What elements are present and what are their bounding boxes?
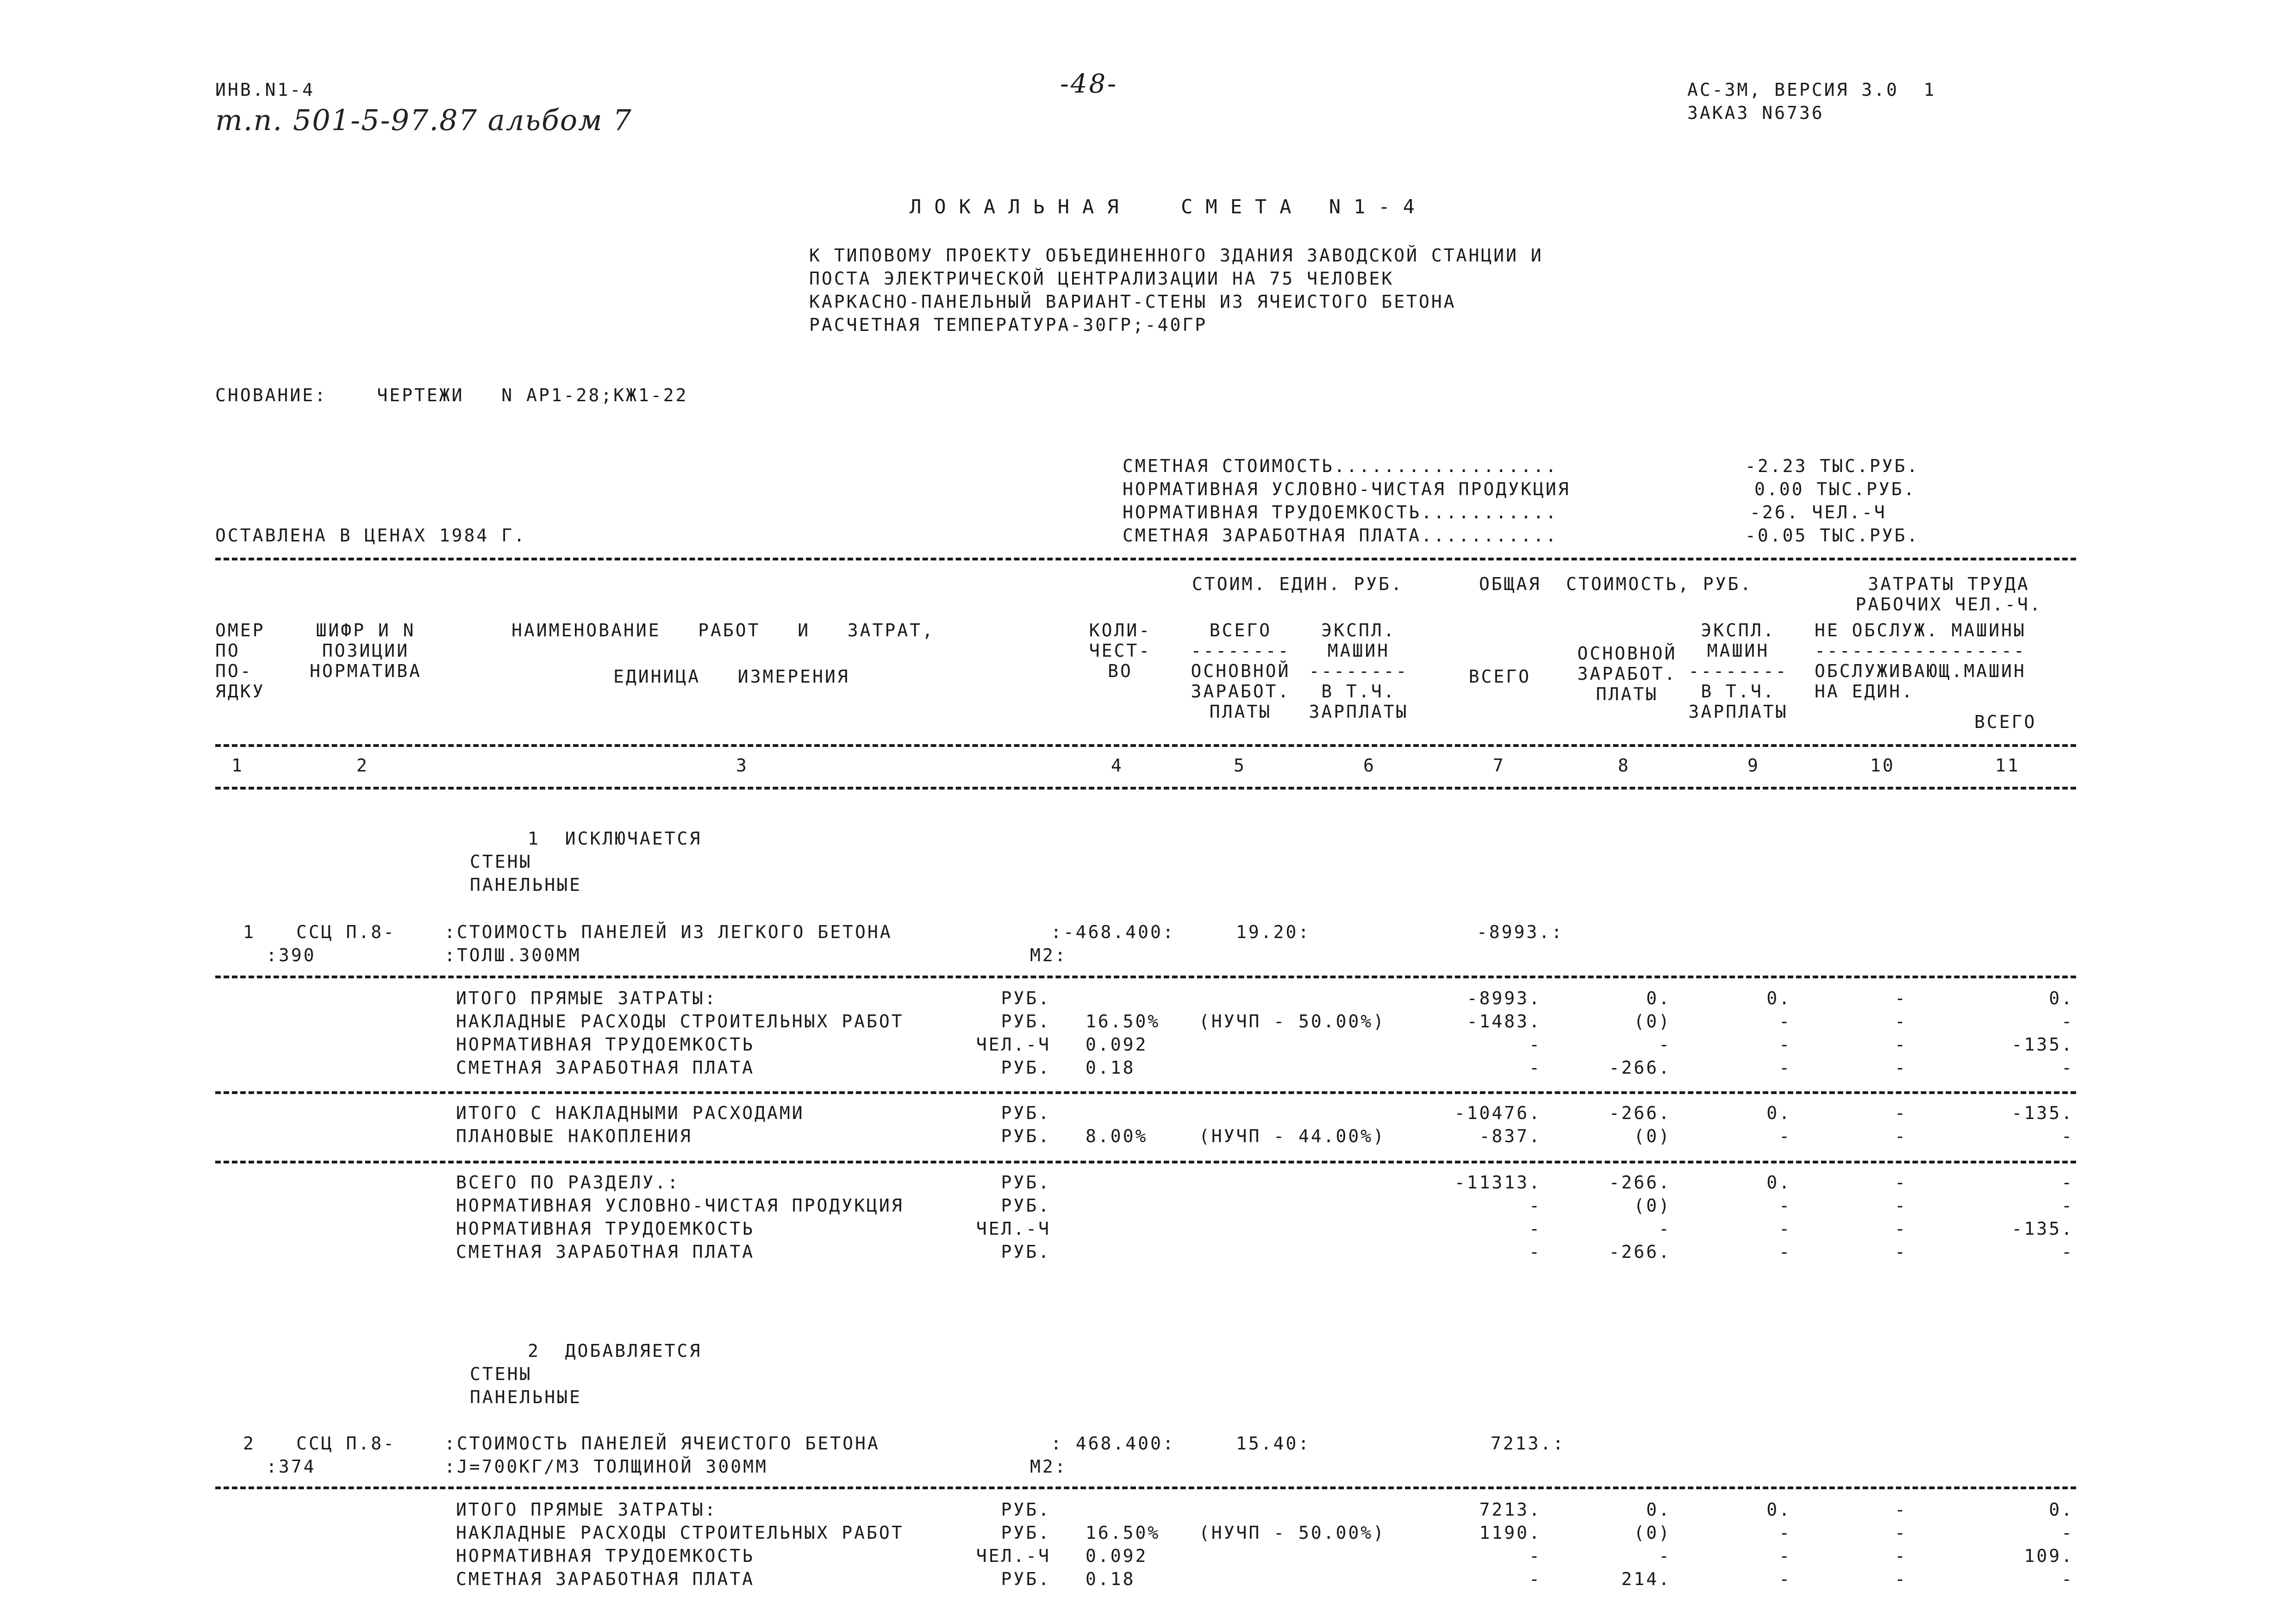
s2-direct-row-4-c9: -	[1779, 1569, 1791, 1589]
s1-overhead-row-1-c7: -10476.	[1454, 1103, 1541, 1123]
s1-section-row-1-c8: -266.	[1609, 1172, 1671, 1193]
item-2-unit-price: 15.40:	[1236, 1433, 1311, 1454]
s1-overhead-row-2-unit: РУБ.	[1001, 1126, 1051, 1146]
s1-section-row-1-c7: -11313.	[1454, 1172, 1541, 1193]
s1-overhead-row-2-c11: -	[2061, 1126, 2074, 1146]
s1-overhead-row-1-label: ИТОГО С НАКЛАДНЫМИ РАСХОДАМИ	[456, 1103, 805, 1123]
s1-direct-row-1-unit: РУБ.	[1001, 988, 1051, 1008]
s2-direct-row-3-unit: ЧЕЛ.-Ч	[976, 1546, 1051, 1566]
s1-direct-row-2-c8: (0)	[1634, 1011, 1671, 1032]
s2-direct-row-4-c7: -	[1529, 1569, 1541, 1589]
item-2-total: 7213.:	[1491, 1433, 1566, 1454]
s1-section-row-4-c7: -	[1529, 1242, 1541, 1262]
s2-direct-row-3-c8: -	[1659, 1546, 1671, 1566]
s1-section-row-1-c9: 0.	[1766, 1172, 1791, 1193]
s2-direct-row-3-rate: 0.092	[1086, 1546, 1148, 1566]
item-2-code: ССЦ П.8-	[296, 1433, 396, 1454]
s1-overhead-row-2-label: ПЛАНОВЫЕ НАКОПЛЕНИЯ	[456, 1126, 693, 1146]
s2-direct-row-1-c8: 0.	[1646, 1499, 1671, 1520]
s1-overhead-row-1-c11: -135.	[2011, 1103, 2074, 1123]
section-1-subgroup: ПАНЕЛЬНЫЕ	[470, 875, 582, 895]
col-code-header: ШИФР И N ПОЗИЦИИ НОРМАТИВА	[310, 620, 422, 681]
summary-label-1: СМЕТНАЯ СТОИМОСТЬ..................	[1123, 456, 1558, 476]
s2-direct-row-3-c9: -	[1779, 1546, 1791, 1566]
s1-section-row-1-c11: -	[2061, 1172, 2074, 1193]
s2-direct-row-4-rate: 0.18	[1086, 1569, 1136, 1589]
s2-direct-row-4-label: СМЕТНАЯ ЗАРАБОТНАЯ ПЛАТА	[456, 1569, 755, 1589]
s2-direct-row-1-unit: РУБ.	[1001, 1499, 1051, 1520]
item-1-name: :СТОИМОСТЬ ПАНЕЛЕЙ ИЗ ЛЕГКОГО БЕТОНА	[444, 922, 892, 942]
summary-value-3: -26. ЧЕЛ.-Ч	[1750, 502, 1887, 522]
s1-direct-row-1-c11: 0.	[2049, 988, 2074, 1008]
item-1-code: ССЦ П.8-	[296, 922, 396, 942]
s1-section-row-2-unit: РУБ.	[1001, 1195, 1051, 1216]
order-number: ЗАКАЗ N6736	[1687, 103, 1824, 123]
s1-direct-row-2-rate: 16.50%	[1086, 1011, 1160, 1032]
s1-direct-row-1-label: ИТОГО ПРЯМЫЕ ЗАТРАТЫ:	[456, 988, 718, 1008]
item-1-total: -8993.:	[1477, 922, 1564, 942]
s1-section-row-3-c10: -	[1895, 1219, 1907, 1239]
total-cost-header: ОБЩАЯ СТОИМОСТЬ, РУБ.	[1479, 574, 1753, 594]
s1-overhead-row-1-c9: 0.	[1766, 1103, 1791, 1123]
s2-direct-row-3-c10: -	[1895, 1546, 1907, 1566]
s2-direct-row-2-unit: РУБ.	[1001, 1523, 1051, 1543]
col-num-2: 2	[356, 755, 369, 776]
section-1-heading: 1 ИСКЛЮЧАЕТСЯ	[528, 828, 702, 849]
item-1-name-cont: :ТОЛШ.300ММ	[444, 945, 581, 965]
s1-direct-row-2-c7: -1483.	[1466, 1011, 1541, 1032]
s1-section-row-4-c10: -	[1895, 1242, 1907, 1262]
s2-direct-row-2-c11: -	[2061, 1523, 2074, 1543]
s1-direct-row-2-c10: -	[1895, 1011, 1907, 1032]
s1-section-row-2-c11: -	[2061, 1195, 2074, 1216]
page-number: -48-	[1060, 69, 1118, 99]
document-title: ЛОКАЛЬНАЯ СМЕТА N1-4	[910, 195, 1428, 218]
unit-cost-header: СТОИМ. ЕДИН. РУБ.	[1192, 574, 1404, 594]
col-num-5: 5	[1234, 755, 1246, 776]
s1-overhead-row-2-c10: -	[1895, 1126, 1907, 1146]
s2-direct-row-2-c10: -	[1895, 1523, 1907, 1543]
col-machine-header: ЭКСПЛ. МАШИН -------- В Т.Ч. ЗАРПЛАТЫ	[1688, 620, 1788, 722]
s2-direct-row-1-label: ИТОГО ПРЯМЫЕ ЗАТРАТЫ:	[456, 1499, 718, 1520]
item-1-unit-price: 19.20:	[1236, 922, 1311, 942]
col-num-9: 9	[1747, 755, 1760, 776]
s1-direct-row-3-c9: -	[1779, 1034, 1791, 1055]
s1-section-row-1-c10: -	[1895, 1172, 1907, 1193]
s1-section-row-3-c9: -	[1779, 1219, 1791, 1239]
s2-direct-row-4-c8: 214.	[1621, 1569, 1671, 1589]
header-rule-bottom	[215, 787, 2076, 790]
s2-direct-row-2-rate: 16.50%	[1086, 1523, 1160, 1543]
section-2-subgroup: ПАНЕЛЬНЫЕ	[470, 1387, 582, 1407]
col-unit-total-header: ВСЕГО -------- ОСНОВНОЙ ЗАРАБОТ. ПЛАТЫ	[1191, 620, 1291, 722]
s1-direct-row-1-c8: 0.	[1646, 988, 1671, 1008]
subtitle-line-1: К ТИПОВОМУ ПРОЕКТУ ОБЪЕДИНЕННОГО ЗДАНИЯ ЗАВОДСКОЙ СТАНЦИИ И	[809, 245, 1543, 266]
s1-direct-row-4-c10: -	[1895, 1057, 1907, 1078]
item-1-quantity: :-468.400:	[1051, 922, 1175, 942]
inventory-number: ИНВ.N1-4	[215, 80, 315, 100]
col-num-1: 1	[231, 755, 244, 776]
s1-direct-row-4-rate: 0.18	[1086, 1057, 1136, 1078]
program-version: АС-3М, ВЕРСИЯ 3.0 1	[1687, 80, 1936, 100]
s1-section-row-4-unit: РУБ.	[1001, 1242, 1051, 1262]
s1-overhead-row-2-c8: (0)	[1634, 1126, 1671, 1146]
s1-section-row-3-c7: -	[1529, 1219, 1541, 1239]
section-2-item-rule	[215, 1486, 2076, 1489]
s1-direct-row-2-label: НАКЛАДНЫЕ РАСХОДЫ СТРОИТЕЛЬНЫХ РАБОТ	[456, 1011, 904, 1032]
s1-direct-row-4-c7: -	[1529, 1057, 1541, 1078]
s1-direct-row-4-c9: -	[1779, 1057, 1791, 1078]
s2-direct-row-1-c7: 7213.	[1479, 1499, 1541, 1520]
s2-direct-row-3-label: НОРМАТИВНАЯ ТРУДОЕМКОСТЬ	[456, 1546, 755, 1566]
s2-direct-row-4-unit: РУБ.	[1001, 1569, 1051, 1589]
s1-overhead-row-2-note: (НУЧП - 44.00%)	[1199, 1126, 1386, 1146]
s2-direct-row-2-c8: (0)	[1634, 1523, 1671, 1543]
s1-direct-row-4-c11: -	[2061, 1057, 2074, 1078]
s1-direct-row-3-c7: -	[1529, 1034, 1541, 1055]
s1-section-row-1-label: ВСЕГО ПО РАЗДЕЛУ.:	[456, 1172, 680, 1193]
s2-direct-row-2-c9: -	[1779, 1523, 1791, 1543]
s2-direct-row-4-c11: -	[2061, 1569, 2074, 1589]
s1-direct-row-3-c10: -	[1895, 1034, 1907, 1055]
col-num-10: 10	[1870, 755, 1895, 776]
s1-overhead-row-1-c8: -266.	[1609, 1103, 1671, 1123]
item-2-quantity: : 468.400:	[1051, 1433, 1175, 1454]
col-num-4: 4	[1111, 755, 1123, 776]
item-1-unit: М2:	[1030, 945, 1067, 965]
s1-section-row-2-label: НОРМАТИВНАЯ УСЛОВНО-ЧИСТАЯ ПРОДУКЦИЯ	[456, 1195, 904, 1216]
s1-section-row-2-c10: -	[1895, 1195, 1907, 1216]
col-num-8: 8	[1618, 755, 1630, 776]
item-2-code-cont: :374	[266, 1456, 316, 1477]
item-2-number: 2	[243, 1433, 256, 1454]
s1-overhead-row-2-c9: -	[1779, 1126, 1791, 1146]
labor-header: ЗАТРАТЫ ТРУДА РАБОЧИХ ЧЕЛ.-Ч.	[1855, 574, 2042, 615]
s2-direct-row-3-c11: 109.	[2024, 1546, 2074, 1566]
s2-direct-row-1-c10: -	[1895, 1499, 1907, 1520]
section-1-overhead-rule	[215, 1161, 2076, 1163]
col-wages-header: ОСНОВНОЙ ЗАРАБОТ. ПЛАТЫ	[1577, 643, 1677, 704]
handwritten-album-note: т.п. 501-5-97.87 альбом 7	[215, 103, 632, 137]
subtitle-line-2: ПОСТА ЭЛЕКТРИЧЕСКОЙ ЦЕНТРАЛИЗАЦИИ НА 75 ЧЕЛОВЕК	[809, 268, 1394, 289]
col-number-header: ОМЕР ПО ПО- ЯДКУ	[215, 620, 265, 702]
item-1-code-cont: :390	[266, 945, 316, 965]
section-1-totals-rule	[215, 1091, 2076, 1094]
col-total-header: ВСЕГО	[1468, 666, 1531, 687]
summary-label-3: НОРМАТИВНАЯ ТРУДОЕМКОСТЬ...........	[1123, 502, 1558, 522]
prices-note: ОСТАВЛЕНА В ЦЕНАХ 1984 Г.	[215, 525, 526, 546]
s2-direct-row-2-c7: 1190.	[1479, 1523, 1541, 1543]
s2-direct-row-4-c10: -	[1895, 1569, 1907, 1589]
s1-section-row-3-c8: -	[1659, 1219, 1671, 1239]
header-rule-top	[215, 558, 2076, 560]
s1-overhead-row-2-rate: 8.00%	[1086, 1126, 1148, 1146]
subtitle-line-4: РАСЧЕТНАЯ ТЕМПЕРАТУРА-30ГР;-40ГР	[809, 315, 1208, 335]
item-2-name-cont: :J=700КГ/М3 ТОЛЩИНОЙ 300ММ	[444, 1456, 768, 1477]
col-labor-unit-header: НЕ ОБСЛУЖ. МАШИНЫ ----------------- ОБСЛУЖИВАЮЩ.МАШИН НА ЕДИН.	[1815, 620, 2026, 702]
s1-section-row-3-c11: -135.	[2011, 1219, 2074, 1239]
s1-section-row-4-label: СМЕТНАЯ ЗАРАБОТНАЯ ПЛАТА	[456, 1242, 755, 1262]
s1-direct-row-2-note: (НУЧП - 50.00%)	[1199, 1011, 1386, 1032]
summary-value-1: -2.23 ТЫС.РУБ.	[1745, 456, 1920, 476]
s1-direct-row-3-c11: -135.	[2011, 1034, 2074, 1055]
section-1-group: СТЕНЫ	[470, 852, 532, 872]
col-unit-header: ЕДИНИЦА ИЗМЕРЕНИЯ	[613, 666, 850, 687]
s1-section-row-2-c7: -	[1529, 1195, 1541, 1216]
s1-section-row-3-label: НОРМАТИВНАЯ ТРУДОЕМКОСТЬ	[456, 1219, 755, 1239]
col-num-6: 6	[1363, 755, 1376, 776]
col-num-7: 7	[1493, 755, 1505, 776]
s2-direct-row-2-note: (НУЧП - 50.00%)	[1199, 1523, 1386, 1543]
section-2-group: СТЕНЫ	[470, 1364, 532, 1384]
col-unit-machine-header: ЭКСПЛ. МАШИН -------- В Т.Ч. ЗАРПЛАТЫ	[1309, 620, 1409, 722]
col-num-11: 11	[1995, 755, 2020, 776]
s1-direct-row-3-unit: ЧЕЛ.-Ч	[976, 1034, 1051, 1055]
subtitle-line-3: КАРКАСНО-ПАНЕЛЬНЫЙ ВАРИАНТ-СТЕНЫ ИЗ ЯЧЕИСТОГО БЕТОНА	[809, 292, 1456, 312]
s1-direct-row-4-c8: -266.	[1609, 1057, 1671, 1078]
s1-section-row-1-unit: РУБ.	[1001, 1172, 1051, 1193]
s1-direct-row-4-label: СМЕТНАЯ ЗАРАБОТНАЯ ПЛАТА	[456, 1057, 755, 1078]
s1-section-row-4-c11: -	[2061, 1242, 2074, 1262]
s1-direct-row-2-unit: РУБ.	[1001, 1011, 1051, 1032]
s1-direct-row-3-rate: 0.092	[1086, 1034, 1148, 1055]
summary-value-2: 0.00 ТЫС.РУБ.	[1754, 479, 1916, 499]
s1-direct-row-1-c7: -8993.	[1466, 988, 1541, 1008]
s2-direct-row-1-c9: 0.	[1766, 1499, 1791, 1520]
summary-label-4: СМЕТНАЯ ЗАРАБОТНАЯ ПЛАТА...........	[1123, 525, 1558, 546]
item-2-name: :СТОИМОСТЬ ПАНЕЛЕЙ ЯЧЕИСТОГО БЕТОНА	[444, 1433, 880, 1454]
col-num-3: 3	[736, 755, 749, 776]
item-2-unit: М2:	[1030, 1456, 1067, 1477]
s1-direct-row-4-unit: РУБ.	[1001, 1057, 1051, 1078]
basis-line: СНОВАНИЕ: ЧЕРТЕЖИ N АР1-28;КЖ1-22	[215, 385, 688, 405]
s1-direct-row-3-c8: -	[1659, 1034, 1671, 1055]
section-1-item-rule	[215, 976, 2076, 978]
item-1-number: 1	[243, 922, 256, 942]
section-2-heading: 2 ДОБАВЛЯЕТСЯ	[528, 1341, 702, 1361]
header-rule-mid	[215, 744, 2076, 747]
s1-direct-row-2-c11: -	[2061, 1011, 2074, 1032]
s1-overhead-row-1-c10: -	[1895, 1103, 1907, 1123]
col-name-header: НАИМЕНОВАНИЕ РАБОТ И ЗАТРАТ,	[512, 620, 935, 640]
s2-direct-row-1-c11: 0.	[2049, 1499, 2074, 1520]
s1-section-row-2-c9: -	[1779, 1195, 1791, 1216]
s1-overhead-row-2-c7: -837.	[1479, 1126, 1541, 1146]
s1-direct-row-1-c10: -	[1895, 988, 1907, 1008]
s1-section-row-4-c8: -266.	[1609, 1242, 1671, 1262]
s1-direct-row-2-c9: -	[1779, 1011, 1791, 1032]
s2-direct-row-3-c7: -	[1529, 1546, 1541, 1566]
summary-label-2: НОРМАТИВНАЯ УСЛОВНО-ЧИСТАЯ ПРОДУКЦИЯ	[1123, 479, 1571, 499]
s1-overhead-row-1-unit: РУБ.	[1001, 1103, 1051, 1123]
s1-direct-row-3-label: НОРМАТИВНАЯ ТРУДОЕМКОСТЬ	[456, 1034, 755, 1055]
col-labor-total-header: ВСЕГО	[1974, 712, 2037, 732]
s1-section-row-3-unit: ЧЕЛ.-Ч	[976, 1219, 1051, 1239]
col-qty-header: КОЛИ- ЧЕСТ- ВО	[1089, 620, 1152, 681]
s1-section-row-4-c9: -	[1779, 1242, 1791, 1262]
s1-section-row-2-c8: (0)	[1634, 1195, 1671, 1216]
s2-direct-row-2-label: НАКЛАДНЫЕ РАСХОДЫ СТРОИТЕЛЬНЫХ РАБОТ	[456, 1523, 904, 1543]
summary-value-4: -0.05 ТЫС.РУБ.	[1745, 525, 1920, 546]
s1-direct-row-1-c9: 0.	[1766, 988, 1791, 1008]
